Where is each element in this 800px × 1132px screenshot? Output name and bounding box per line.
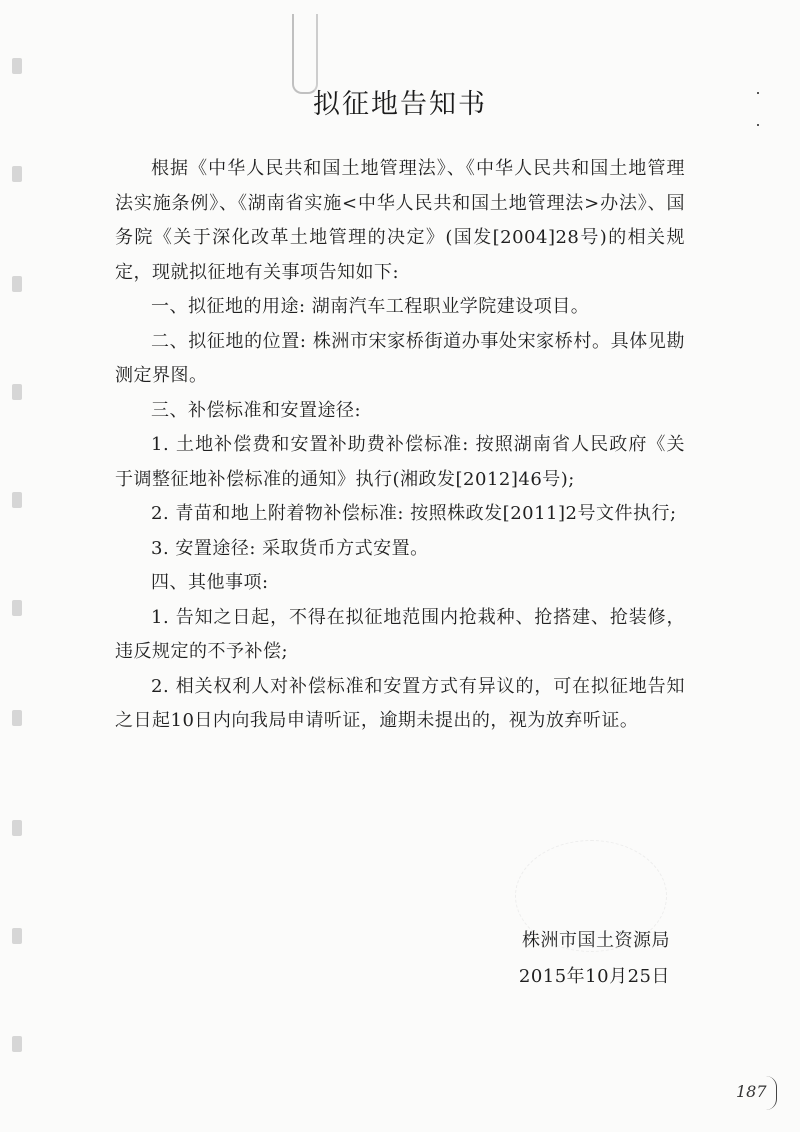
paragraph-other-heading: 四、其他事项: [151,572,269,593]
document-body [115,152,685,739]
handwritten-page-number: 187 [736,1082,767,1101]
paragraph-legal-basis: 根据《中华人民共和国土地管理法》、《中华人民共和国土地管理法实施条例》、《湖南省实施<中华人民共和国土地管理法>办法》、国务院《关于深化改革土地管理的决定》(国发[2004]28号)的相关规定，现就拟征地有关事项告知如下: [115,158,685,283]
binder-hole-mark [12,1036,22,1052]
issuer-name: 株洲市国土资源局 [522,930,670,951]
paragraph-compensation-3: 3. 安置途径: 采取货币方式安置。 [151,537,429,559]
paragraph-land-use: 一、拟征地的用途: 湖南汽车工程职业学院建设项目。 [151,296,590,317]
paragraph-other-2: 2. 相关权利人对补偿标准和安置方式有异议的，可在拟征地告知之日起10日内向我局申请听证，逾期未提出的，视为放弃听证。 [115,675,685,731]
binder-hole-mark [12,58,22,74]
paragraph-compensation-2: 2. 青苗和地上附着物补偿标准: 按照株政发[2011]2号文件执行; [151,503,677,524]
binder-hole-mark [12,492,22,508]
binder-hole-mark [12,276,22,292]
binder-hole-mark [12,384,22,400]
paragraph-land-location: 二、拟征地的位置: 株洲市宋家桥街道办事处宋家桥村。具体见勘测定界图。 [115,330,685,386]
binder-hole-mark [12,166,22,182]
binder-hole-mark [12,710,22,726]
binder-hole-mark [12,820,22,836]
issue-date: 2015年10月25日 [518,966,670,987]
paragraph-compensation-1: 1. 土地补偿费和安置补助费补偿标准: 按照湖南省人民政府《关于调整征地补偿标准的通知》执行(湘政发[2012]46号); [115,434,685,490]
binder-hole-mark [12,600,22,616]
binder-hole-mark [12,928,22,944]
paragraph-other-1: 1. 告知之日起，不得在拟征地范围内抢栽种、抢搭建、抢装修，违反规定的不予补偿; [115,606,685,662]
paragraph-compensation-heading: 三、补偿标准和安置途径: [151,399,362,421]
document-title: 拟征地告知书 [313,89,487,120]
scan-speck [757,124,759,126]
